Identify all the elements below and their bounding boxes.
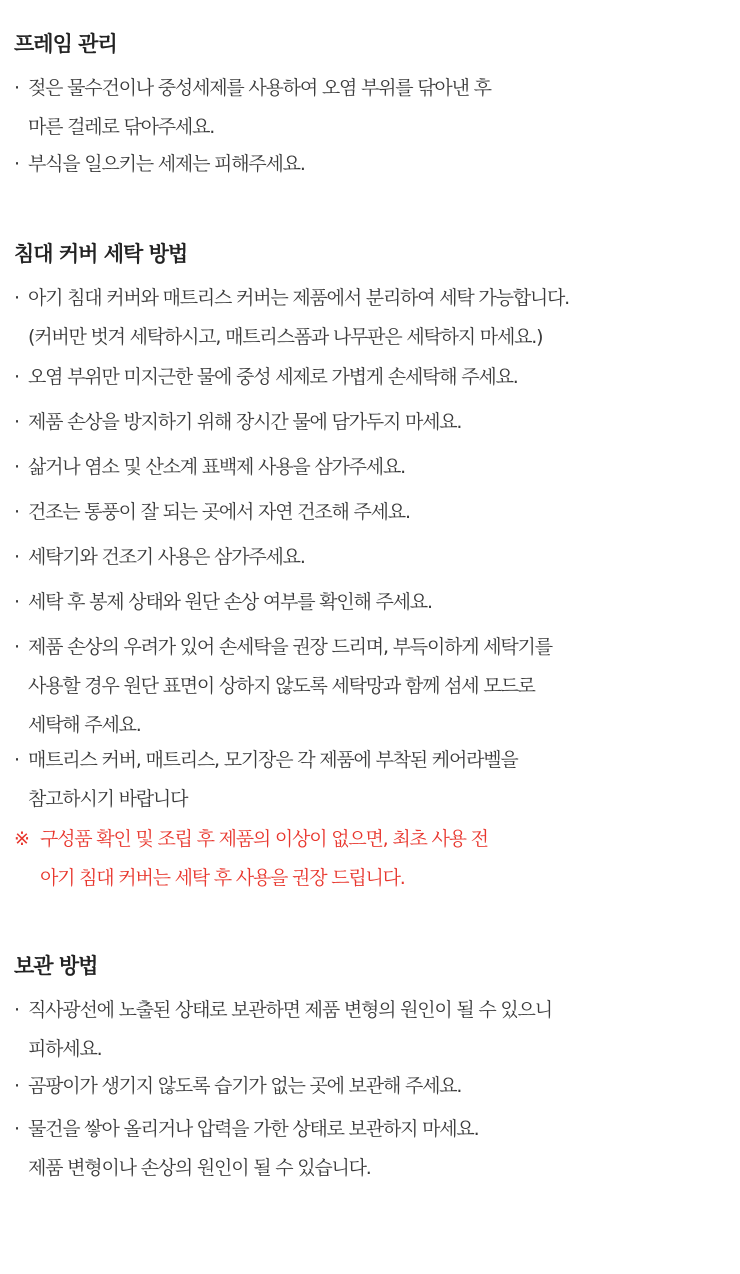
cover-wash-item-text: 제품 손상의 우려가 있어 손세탁을 권장 드리며, 부득이하게 세탁기를 사용할 경우 원단 표면이 상하지 않도록 세탁망과 함께 섬세 모드로 세탁해 주세요.	[28, 636, 552, 736]
cover-wash-item-text: 세탁기와 건조기 사용은 삼가주세요.	[28, 546, 305, 568]
bullet-marker: ·	[14, 591, 19, 613]
cover-wash-item	[14, 583, 714, 622]
wash-notice	[14, 820, 714, 898]
bullet-marker: ·	[14, 77, 19, 99]
cover-wash-item-text: 오염 부위만 미지근한 물에 중성 세제로 가볍게 손세탁해 주세요.	[28, 366, 518, 388]
storage-item	[14, 991, 714, 1069]
bullet-marker: ·	[14, 1118, 19, 1140]
cover-wash-item	[14, 279, 714, 357]
wash-notice-text: 구성품 확인 및 조립 후 제품의 이상이 없으면, 최초 사용 전 아기 침대 커버는 세탁 후 사용을 권장 드립니다.	[40, 828, 488, 889]
cover-wash-item	[14, 448, 714, 487]
cover-wash-heading: 침대 커버 세탁 방법	[14, 242, 188, 266]
frame-care-item-text: 부식을 일으키는 세제는 피해주세요.	[28, 153, 305, 175]
bullet-marker: ·	[14, 411, 19, 433]
storage-item	[14, 1067, 714, 1106]
bullet-marker: ·	[14, 366, 19, 388]
reference-mark: ※	[14, 828, 29, 850]
cover-wash-item-text: 매트리스 커버, 매트리스, 모기장은 각 제품에 부착된 케어라벨을 참고하시기 바랍니다	[28, 749, 518, 810]
cover-wash-item	[14, 358, 714, 397]
bullet-marker: ·	[14, 636, 19, 658]
frame-care-item-text: 젖은 물수건이나 중성세제를 사용하여 오염 부위를 닦아낸 후 마른 걸레로 닦아주세요.	[28, 77, 491, 138]
frame-care-heading: 프레임 관리	[14, 32, 117, 56]
bullet-marker: ·	[14, 1075, 19, 1097]
bullet-marker: ·	[14, 287, 19, 309]
cover-wash-item	[14, 493, 714, 532]
cover-wash-item	[14, 628, 714, 745]
frame-care-item	[14, 69, 714, 147]
storage-item	[14, 1110, 714, 1188]
storage-item-text: 직사광선에 노출된 상태로 보관하면 제품 변형의 원인이 될 수 있으니 피하세요.	[28, 999, 552, 1060]
cover-wash-item	[14, 538, 714, 577]
bullet-marker: ·	[14, 546, 19, 568]
storage-item-text: 곰팡이가 생기지 않도록 습기가 없는 곳에 보관해 주세요.	[28, 1075, 462, 1097]
bullet-marker: ·	[14, 749, 19, 771]
cover-wash-item-text: 세탁 후 봉제 상태와 원단 손상 여부를 확인해 주세요.	[28, 591, 432, 613]
bullet-marker: ·	[14, 999, 19, 1021]
bullet-marker: ·	[14, 501, 19, 523]
frame-care-item	[14, 145, 714, 184]
cover-wash-item-text: 건조는 통풍이 잘 되는 곳에서 자연 건조해 주세요.	[28, 501, 410, 523]
cover-wash-item-text: 아기 침대 커버와 매트리스 커버는 제품에서 분리하여 세탁 가능합니다. (커버만 벗겨 세탁하시고, 매트리스폼과 나무판은 세탁하지 마세요.)	[28, 287, 570, 348]
storage-item-text: 물건을 쌓아 올리거나 압력을 가한 상태로 보관하지 마세요. 제품 변형이나 손상의 원인이 될 수 있습니다.	[28, 1118, 479, 1179]
cover-wash-item-text: 삶거나 염소 및 산소계 표백제 사용을 삼가주세요.	[28, 456, 405, 478]
bullet-marker: ·	[14, 456, 19, 478]
cover-wash-item	[14, 403, 714, 442]
cover-wash-item-text: 제품 손상을 방지하기 위해 장시간 물에 담가두지 마세요.	[28, 411, 462, 433]
cover-wash-item	[14, 741, 714, 819]
storage-heading: 보관 방법	[14, 954, 98, 978]
bullet-marker: ·	[14, 153, 19, 175]
